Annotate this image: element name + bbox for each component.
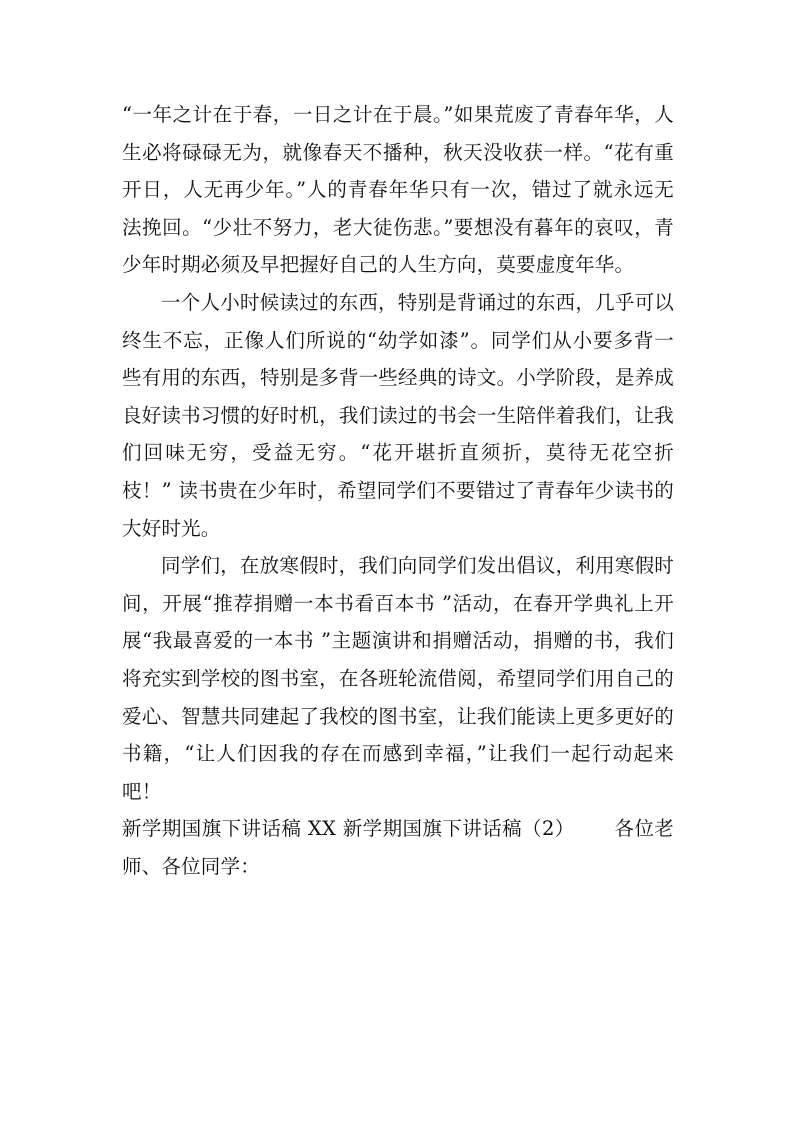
paragraph-3: 同学们，在放寒假时，我们向同学们发出倡议，利用寒假时间，开展“推荐捐赠一本书看百本书 ”活动，在春开学典礼上开展“我最喜爱的一本书 ”主题演讲和捐赠活动，捐赠的书，我们将充实到学校的图书室，在各班轮流借阅，希望同学们用自己的爱心、智慧共同建起了我校的图书室，让我们能读上更多更好的书籍，“让人们因我的存在而感到幸福，”让我们一起行动起来吧！ — [122, 554, 674, 803]
paragraph-2: 一个人小时候读过的东西，特别是背诵过的东西，几乎可以终生不忘，正像人们所说的“幼学如漆”。同学们从小要多背一些有用的东西，特别是多背一些经典的诗文。小学阶段，是养成良好读书习惯的好时机，我们读过的书会一生陪伴着我们，让我们回味无穷，受益无穷。“花开堪折直须折，莫待无花空折枝！” 读书贵在少年时，希望同学们不要错过了青春年少读书的大好时光。 — [122, 290, 674, 540]
document-body — [122, 96, 674, 885]
paragraph-4-heading: 新学期国旗下讲话稿 XX 新学期国旗下讲话稿（2） 各位老师、各位同学： — [122, 817, 674, 878]
paragraph-1: “一年之计在于春，一日之计在于晨。”如果荒废了青春年华，人生必将碌碌无为，就像春天不播种，秋天没收获一样。“花有重开日，人无再少年。”人的青春年华只有一次，错过了就永远无法挽回。“少壮不努力，老大徒伤悲。”要想没有暮年的哀叹，青少年时期必须及早把握好自己的人生方向，莫要虚度年华。 — [122, 103, 674, 277]
